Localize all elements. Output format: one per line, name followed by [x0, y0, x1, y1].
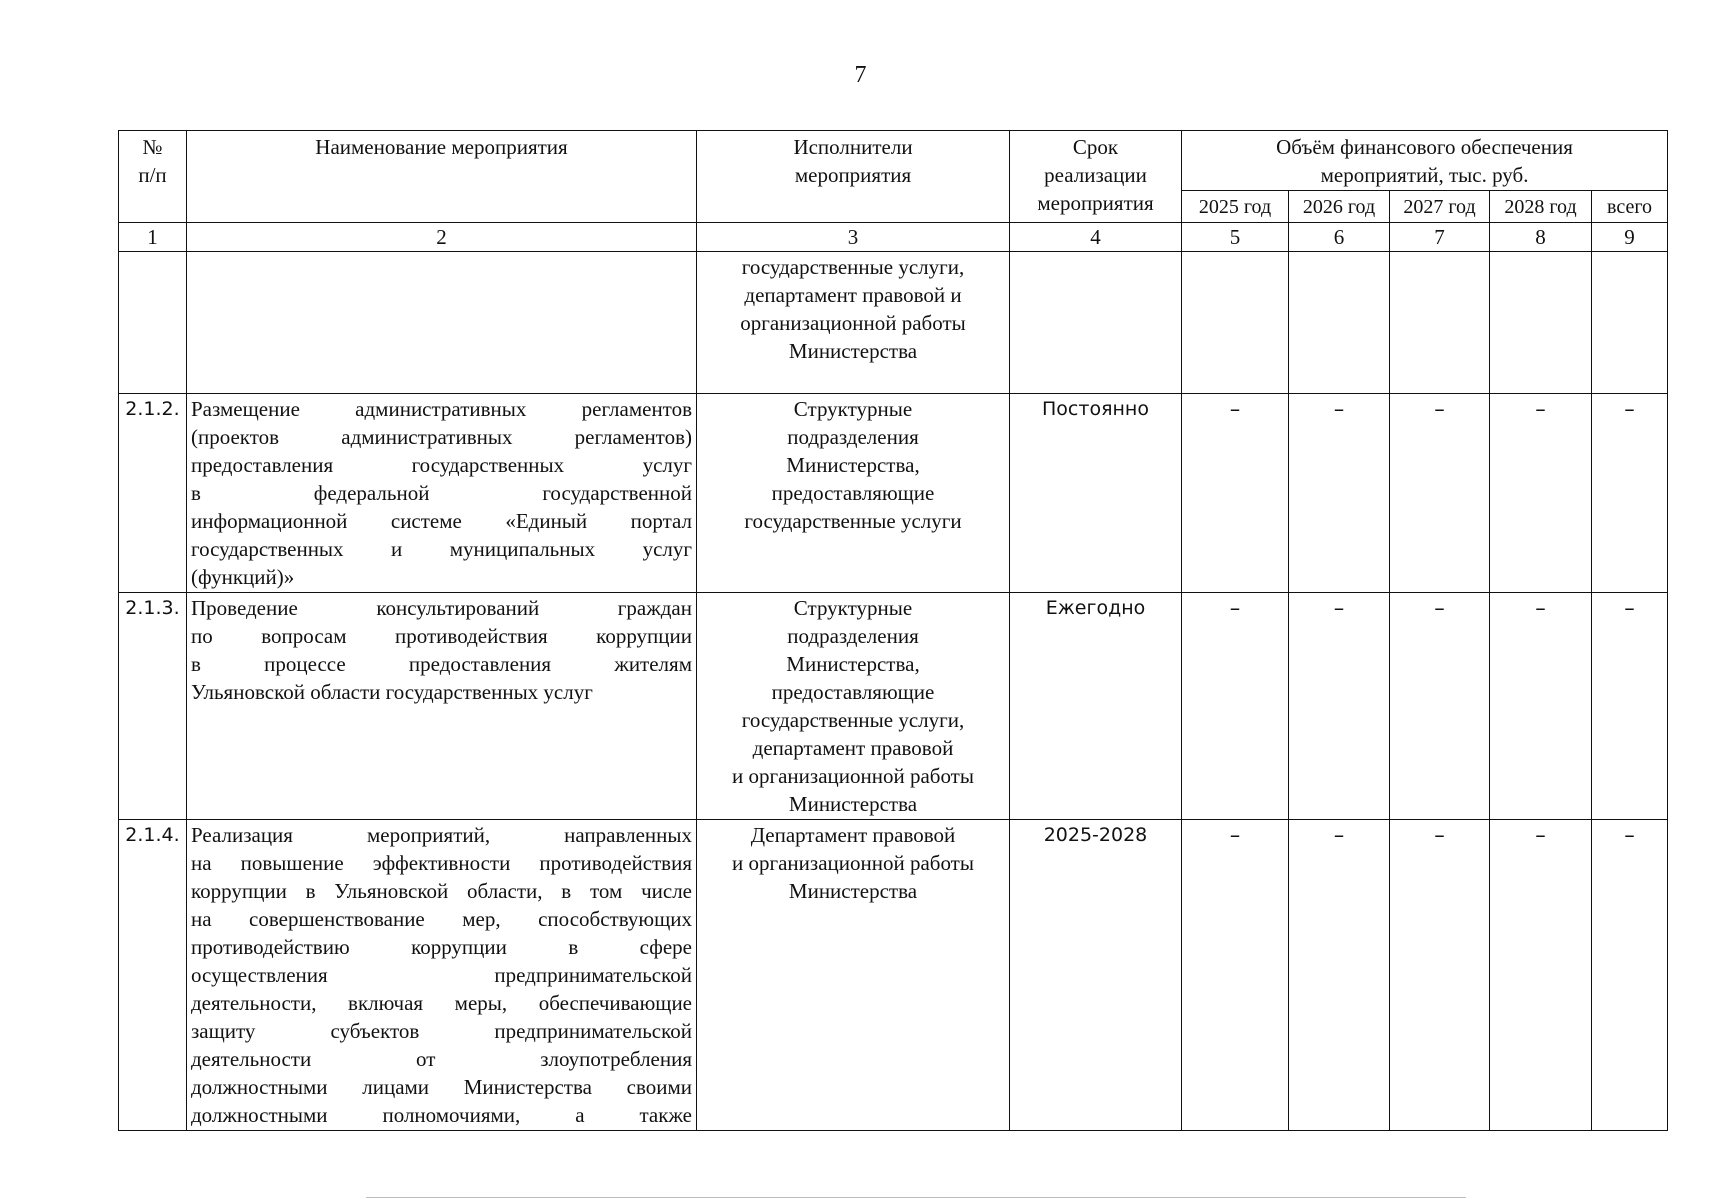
- table-row: [119, 394, 1668, 593]
- column-number: 6: [1289, 223, 1390, 252]
- row-value-2026: –: [1289, 394, 1390, 593]
- header-year-2025: 2025 год: [1182, 191, 1289, 223]
- row-value-total: –: [1592, 394, 1668, 593]
- row-value-2026: –: [1289, 593, 1390, 820]
- table-row: [119, 820, 1668, 1131]
- row-value-2025: –: [1182, 593, 1289, 820]
- bottom-rule: [366, 1197, 1466, 1198]
- row-value-2027: –: [1390, 820, 1490, 1131]
- row-value-2027: –: [1390, 394, 1490, 593]
- row-name: [187, 252, 697, 394]
- column-number: 1: [119, 223, 187, 252]
- header-funding: Объём финансового обеспечения мероприятий, тыс. руб.: [1182, 131, 1668, 191]
- action-plan-table: [118, 130, 1668, 1131]
- column-number: 2: [187, 223, 697, 252]
- header-name: Наименование мероприятия: [187, 131, 697, 223]
- column-number: 8: [1490, 223, 1592, 252]
- column-number: 3: [697, 223, 1010, 252]
- row-term: Ежегодно: [1010, 593, 1182, 820]
- row-executors: Структурные подразделения Министерства, предоставляющие государственные услуги: [697, 394, 1010, 593]
- row-value-total: –: [1592, 820, 1668, 1131]
- header-executors: Исполнители мероприятия: [697, 131, 1010, 223]
- row-value-2026: –: [1289, 820, 1390, 1131]
- row-value-2025: [1182, 252, 1289, 394]
- row-value-2028: –: [1490, 394, 1592, 593]
- column-number: 7: [1390, 223, 1490, 252]
- header-no: № п/п: [119, 131, 187, 223]
- page-number: 7: [854, 62, 867, 88]
- row-value-2026: [1289, 252, 1390, 394]
- header-year-2027: 2027 год: [1390, 191, 1490, 223]
- column-number: 5: [1182, 223, 1289, 252]
- column-number: 9: [1592, 223, 1668, 252]
- row-value-2028: [1490, 252, 1592, 394]
- row-value-2025: –: [1182, 394, 1289, 593]
- row-term: Постоянно: [1010, 394, 1182, 593]
- column-number-row: [119, 223, 1668, 252]
- row-term: 2025-2028: [1010, 820, 1182, 1131]
- row-executors: Структурные подразделения Министерства, предоставляющие государственные услуги, департамент правовой и организационной работы Министерства: [697, 593, 1010, 820]
- header-term: Срок реализации мероприятия: [1010, 131, 1182, 223]
- header-year-2026: 2026 год: [1289, 191, 1390, 223]
- table-row: [119, 593, 1668, 820]
- row-value-2027: –: [1390, 593, 1490, 820]
- row-name: Проведение консультирований граждан по вопросам противодействия коррупции в процессе предоставления жителям Ульяновской области государственных услуг: [187, 593, 697, 820]
- row-executors: Департамент правовой и организационной работы Министерства: [697, 820, 1010, 1131]
- row-name: Реализация мероприятий, направленных на повышение эффективности противодействия коррупции в Ульяновской области, в том числе на совершенствование мер, способствующих противодействию коррупции в сфере осуществления предпринимательской деятельности, включая меры, обеспечивающие защиту субъектов предпринимательской деятельности от злоупотребления должностными лицами Министерства своими должностными полномочиями, а также: [187, 820, 697, 1131]
- row-value-total: –: [1592, 593, 1668, 820]
- row-number: 2.1.2.: [119, 394, 187, 593]
- header-total: всего: [1592, 191, 1668, 223]
- row-value-2025: –: [1182, 820, 1289, 1131]
- row-name: Размещение административных регламентов (проектов административных регламентов) предоставления государственных услуг в федеральной государственной информационной системе «Единый портал государственных и муниципальных услуг (функций)»: [187, 394, 697, 593]
- row-value-total: [1592, 252, 1668, 394]
- row-number: [119, 252, 187, 394]
- row-number: 2.1.3.: [119, 593, 187, 820]
- column-number: 4: [1010, 223, 1182, 252]
- table-row: [119, 252, 1668, 394]
- row-value-2028: –: [1490, 593, 1592, 820]
- header-row-1: [119, 131, 1668, 191]
- row-value-2028: –: [1490, 820, 1592, 1131]
- row-executors: государственные услуги, департамент правовой и организационной работы Министерства: [697, 252, 1010, 394]
- row-number: 2.1.4.: [119, 820, 187, 1131]
- row-term: [1010, 252, 1182, 394]
- row-value-2027: [1390, 252, 1490, 394]
- header-year-2028: 2028 год: [1490, 191, 1592, 223]
